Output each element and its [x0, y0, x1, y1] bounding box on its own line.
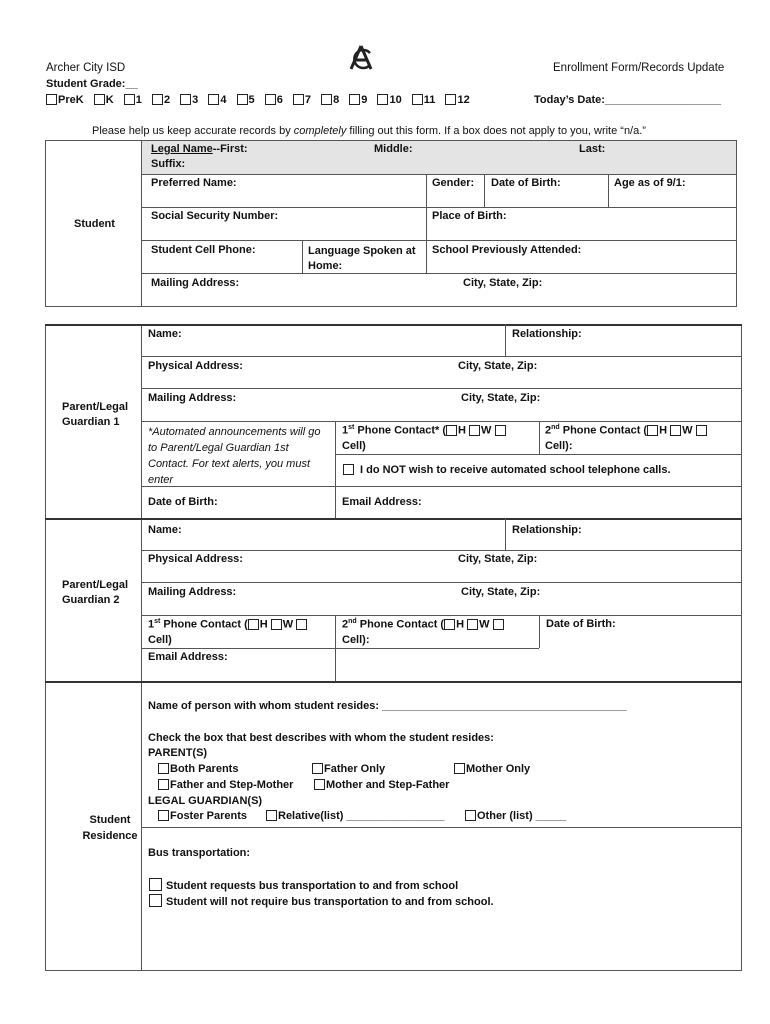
- guardian2-mailing-address-field[interactable]: Mailing Address:: [148, 586, 237, 598]
- guardian1-physical-address-field[interactable]: Physical Address:: [148, 360, 243, 372]
- checkbox-icon[interactable]: [696, 425, 707, 436]
- checkbox-icon[interactable]: [312, 763, 323, 774]
- guardian2-mailing-city-state-zip-field[interactable]: City, State, Zip:: [461, 586, 541, 598]
- relative-option[interactable]: Relative(list) ________________: [266, 810, 444, 822]
- student-section-label: Student: [74, 218, 115, 230]
- checkbox-icon[interactable]: [445, 94, 456, 105]
- checkbox-icon[interactable]: [670, 425, 681, 436]
- grade-option[interactable]: 4: [208, 94, 226, 106]
- legal-name-first-field[interactable]: Legal Name--First:: [151, 143, 248, 155]
- checkbox-icon[interactable]: [493, 619, 504, 630]
- checkbox-icon[interactable]: [495, 425, 506, 436]
- bus-decline-option[interactable]: Student will not require bus transportation to and from school.: [149, 894, 494, 908]
- checkbox-icon[interactable]: [271, 619, 282, 630]
- student-cell-phone-field[interactable]: Student Cell Phone:: [151, 244, 256, 256]
- guardian2-phone1-field[interactable]: 1st Phone Contact ( H W: [148, 618, 308, 631]
- checkbox-icon[interactable]: [152, 94, 163, 105]
- guardian2-dob-field[interactable]: Date of Birth:: [546, 618, 616, 630]
- guardian2-physical-city-state-zip-field[interactable]: City, State, Zip:: [458, 553, 538, 565]
- district-logo: [346, 44, 376, 72]
- mother-step-father-option[interactable]: Mother and Step-Father: [314, 779, 449, 791]
- instructions: Please help us keep accurate records by completely filling out this form. If a box does not apply to you, write “n/a.”: [92, 125, 646, 137]
- checkbox-icon[interactable]: [296, 619, 307, 630]
- grade-option[interactable]: 1: [124, 94, 142, 106]
- guardian1-name-field[interactable]: Name:: [148, 328, 182, 340]
- checkbox-icon[interactable]: [265, 94, 276, 105]
- guardian2-phone2-cell-label: Cell):: [342, 634, 370, 646]
- student-grade-label: Student Grade:__: [46, 78, 138, 90]
- ssn-field[interactable]: Social Security Number:: [151, 210, 279, 222]
- checkbox-icon[interactable]: [321, 94, 332, 105]
- father-step-mother-option[interactable]: Father and Step-Mother: [158, 779, 293, 791]
- guardian1-mailing-city-state-zip-field[interactable]: City, State, Zip:: [461, 392, 541, 404]
- grade-option[interactable]: 7: [293, 94, 311, 106]
- guardian1-note: *Automated announcements will go to Parent/Legal Guardian 1st Contact. For text alerts, you must enter: [148, 426, 321, 486]
- checkbox-icon[interactable]: [467, 619, 478, 630]
- checkbox-icon[interactable]: [208, 94, 219, 105]
- guardian2-relationship-field[interactable]: Relationship:: [512, 524, 582, 536]
- checkbox-icon[interactable]: [237, 94, 248, 105]
- checkbox-icon[interactable]: [454, 763, 465, 774]
- checkbox-icon[interactable]: [158, 763, 169, 774]
- residence-section-label: Student Residence: [82, 814, 138, 842]
- grade-option[interactable]: 11: [412, 94, 436, 106]
- guardian2-section-label: Parent/Legal Guardian 2: [62, 579, 129, 606]
- guardian1-phone1-field[interactable]: 1st Phone Contact* ( H W: [342, 424, 507, 437]
- foster-parents-option[interactable]: Foster Parents: [158, 810, 247, 822]
- checkbox-icon[interactable]: [94, 94, 105, 105]
- grade-option[interactable]: 3: [180, 94, 198, 106]
- school-previously-attended-field[interactable]: School Previously Attended:: [432, 244, 582, 256]
- guardian2-physical-address-field[interactable]: Physical Address:: [148, 553, 243, 565]
- checkbox-icon[interactable]: [469, 425, 480, 436]
- guardian1-physical-city-state-zip-field[interactable]: City, State, Zip:: [458, 360, 538, 372]
- guardian1-email-field[interactable]: Email Address:: [342, 496, 422, 508]
- grade-option[interactable]: PreK: [46, 94, 84, 106]
- guardian2-phone2-field[interactable]: 2nd Phone Contact ( H W: [342, 618, 505, 631]
- student-mailing-address-field[interactable]: Mailing Address:: [151, 277, 240, 289]
- grade-option[interactable]: K: [94, 94, 114, 106]
- middle-name-field[interactable]: Middle:: [374, 143, 413, 155]
- grade-option[interactable]: 8: [321, 94, 339, 106]
- suffix-field[interactable]: Suffix:: [151, 158, 186, 170]
- other-option[interactable]: Other (list) _____: [465, 810, 566, 822]
- legal-guardians-heading: LEGAL GUARDIAN(S): [148, 795, 263, 807]
- guardian1-no-calls-option[interactable]: I do NOT wish to receive automated school telephone calls.: [343, 464, 671, 476]
- bus-heading: Bus transportation:: [148, 847, 251, 859]
- grade-option[interactable]: 9: [349, 94, 367, 106]
- checkbox-icon[interactable]: [266, 810, 277, 821]
- gender-field[interactable]: Gender:: [432, 177, 475, 189]
- guardian1-phone2-field[interactable]: 2nd Phone Contact ( H W: [545, 424, 708, 437]
- checkbox-icon[interactable]: [46, 94, 57, 105]
- mother-only-option[interactable]: Mother Only: [454, 763, 530, 775]
- grade-option[interactable]: 2: [152, 94, 170, 106]
- checkbox-icon[interactable]: [465, 810, 476, 821]
- student-city-state-zip-field[interactable]: City, State, Zip:: [463, 277, 543, 289]
- grade-option[interactable]: 6: [265, 94, 283, 106]
- guardian1-phone1-cell-label: Cell): [342, 440, 366, 452]
- checkbox-icon[interactable]: [647, 425, 658, 436]
- language-field[interactable]: Language Spoken at Home:: [308, 245, 416, 272]
- checkbox-icon[interactable]: [180, 94, 191, 105]
- form-title: Enrollment Form/Records Update: [553, 62, 725, 74]
- grade-option[interactable]: 10: [377, 94, 401, 106]
- age-field[interactable]: Age as of 9/1:: [614, 177, 686, 189]
- checkbox-icon[interactable]: [124, 94, 135, 105]
- checkbox-icon[interactable]: [412, 94, 423, 105]
- checkbox-icon[interactable]: [446, 425, 457, 436]
- grade-option[interactable]: 5: [237, 94, 255, 106]
- guardian1-phone2-cell-label: Cell):: [545, 440, 573, 452]
- date-of-birth-field[interactable]: Date of Birth:: [491, 177, 561, 189]
- checkbox-icon[interactable]: [158, 779, 169, 790]
- guardian1-mailing-address-field[interactable]: Mailing Address:: [148, 392, 237, 404]
- checkbox-icon[interactable]: [149, 894, 162, 907]
- grade-checkbox-row: [46, 94, 477, 106]
- check-prompt: Check the box that best describes with whom the student resides:: [148, 732, 494, 744]
- checkbox-icon[interactable]: [314, 779, 325, 790]
- checkbox-icon[interactable]: [444, 619, 455, 630]
- grade-option[interactable]: 12: [445, 94, 469, 106]
- checkbox-icon[interactable]: [377, 94, 388, 105]
- parents-heading: PARENT(S): [148, 747, 208, 759]
- checkbox-icon[interactable]: [158, 810, 169, 821]
- preferred-name-field[interactable]: Preferred Name:: [151, 177, 237, 189]
- checkbox-icon[interactable]: [248, 619, 259, 630]
- guardian2-email-field[interactable]: Email Address:: [148, 651, 228, 663]
- checkbox-icon[interactable]: [293, 94, 304, 105]
- todays-date-field[interactable]: Today’s Date:___________________: [534, 94, 722, 106]
- last-name-field[interactable]: Last:: [579, 143, 606, 155]
- checkbox-icon[interactable]: [349, 94, 360, 105]
- both-parents-option[interactable]: Both Parents: [158, 763, 238, 775]
- checkbox-icon[interactable]: [343, 464, 354, 475]
- guardian1-section-label: Parent/Legal Guardian 1: [62, 401, 129, 428]
- resides-with-field[interactable]: Name of person with whom student resides: ________________________________________: [148, 700, 627, 712]
- place-of-birth-field[interactable]: Place of Birth:: [432, 210, 507, 222]
- guardian2-name-field[interactable]: Name:: [148, 524, 182, 536]
- guardian2-phone1-cell-label: Cell): [148, 634, 172, 646]
- checkbox-icon[interactable]: [149, 878, 162, 891]
- father-only-option[interactable]: Father Only: [312, 763, 385, 775]
- district-name: Archer City ISD: [46, 62, 126, 74]
- guardian1-relationship-field[interactable]: Relationship:: [512, 328, 582, 340]
- guardian1-dob-field[interactable]: Date of Birth:: [148, 496, 218, 508]
- bus-request-option[interactable]: Student requests bus transportation to and from school: [149, 878, 458, 892]
